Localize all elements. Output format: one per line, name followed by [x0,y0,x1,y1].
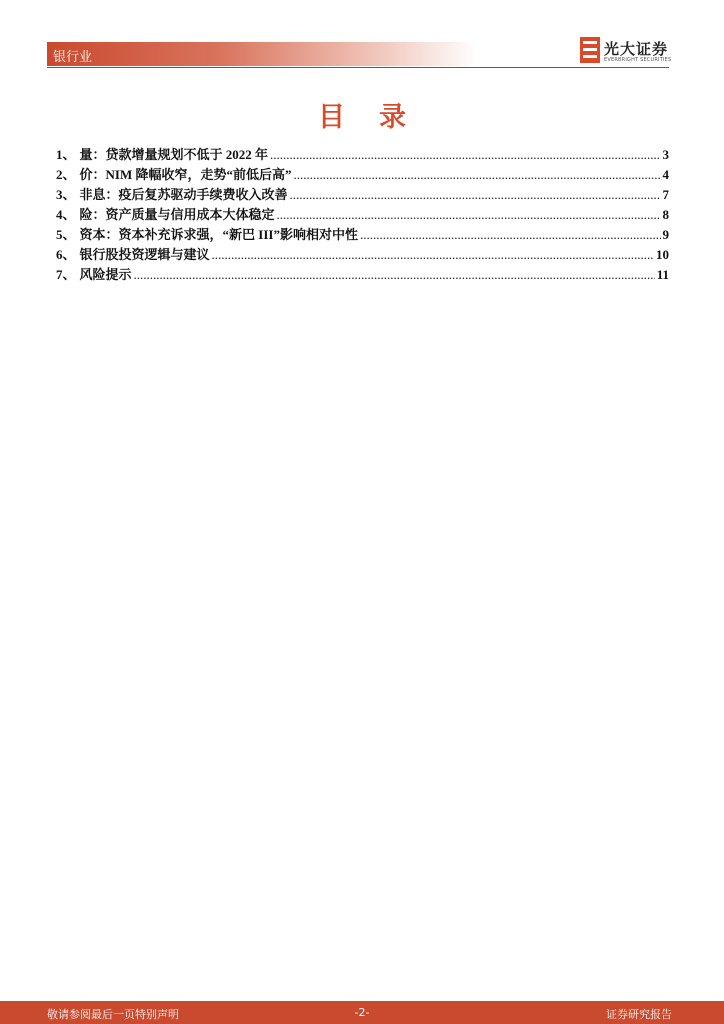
table-of-contents [56,144,669,284]
toc-leader-dots [212,247,654,263]
toc-entry-number: 3、 [56,187,76,202]
toc-entry-title: 风险提示 [79,267,132,282]
toc-leader-dots [277,207,661,223]
toc-entry[interactable] [56,264,669,284]
toc-entry-number: 1、 [56,147,76,162]
toc-entry[interactable] [56,144,669,164]
toc-entry-title: 非息：疫后复苏驱动手续费收入改善 [79,187,288,202]
toc-entry-page: 3 [662,147,669,162]
toc-entry-title: 险：资产质量与信用成本大体稳定 [79,207,275,222]
toc-entry-number: 6、 [56,247,76,262]
page-number: -2- [354,1006,370,1019]
toc-title: 目录 [318,102,440,133]
section-label: 银行业 [53,49,93,64]
toc-entry-page: 8 [662,207,669,222]
toc-entry-number: 2、 [56,167,76,182]
toc-entry-title: 价：NIM 降幅收窄，走势“前低后高” [79,167,292,182]
toc-entry-number: 5、 [56,227,76,242]
toc-entry-title: 量：贷款增量规划不低于 2022 年 [79,147,269,162]
toc-entry-page: 4 [662,167,669,182]
toc-entry-page: 11 [656,267,669,282]
toc-entry-page: 7 [662,187,669,202]
company-logo [580,37,672,67]
header-rule [47,67,669,68]
toc-entry[interactable] [56,164,669,184]
toc-entry-number: 4、 [56,207,76,222]
report-type: 证券研究报告 [606,1008,672,1021]
toc-entry-title: 资本：资本补充诉求强，“新巴 III”影响相对中性 [79,227,358,242]
toc-entry[interactable] [56,204,669,224]
toc-leader-dots [293,167,660,183]
footer-band [0,1001,724,1024]
logo-english-name: EVERBRIGHT SECURITIES [604,57,672,63]
footer-disclaimer: 敬请参阅最后一页特别声明 [47,1008,179,1021]
logo-name: 光大证券 [604,40,669,58]
toc-leader-dots [270,147,660,163]
toc-entry-page: 9 [662,227,669,242]
toc-entry-number: 7、 [56,267,76,282]
toc-entry[interactable] [56,184,669,204]
toc-leader-dots [290,187,661,203]
toc-entry-page: 10 [656,247,669,262]
header-band [47,42,477,66]
toc-entry-title: 银行股投资逻辑与建议 [79,247,210,262]
toc-leader-dots [360,227,661,243]
toc-leader-dots [134,267,655,283]
toc-entry[interactable] [56,244,669,264]
toc-entry[interactable] [56,224,669,244]
logo-mark-icon [580,37,600,63]
